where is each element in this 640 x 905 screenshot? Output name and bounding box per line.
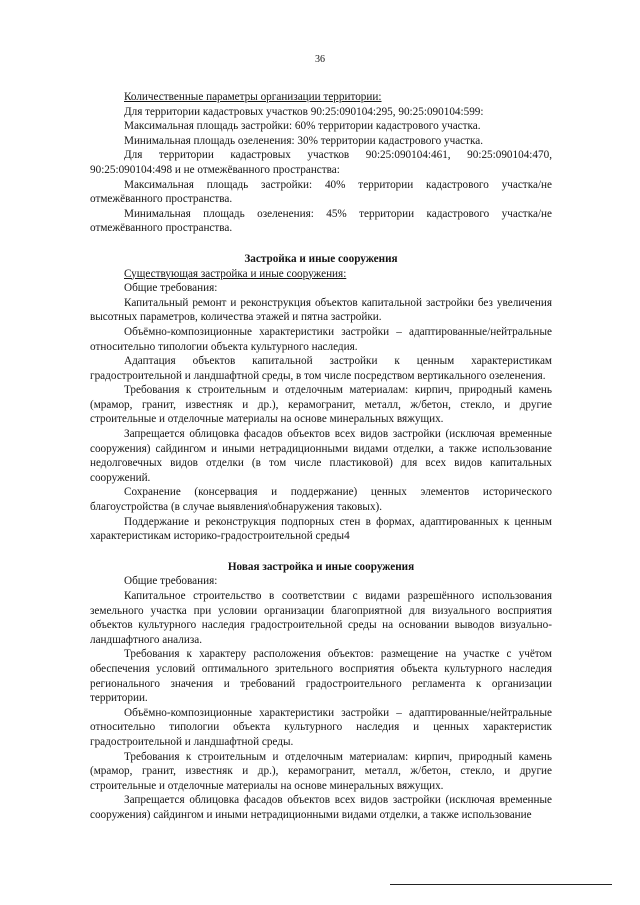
paragraph: Поддержание и реконструкция подпорных стен в формах, адаптированных к ценным характеристикам историко-градостроительной среды4 — [90, 515, 552, 543]
section-heading-buildings: Застройка и иные сооружения — [244, 252, 398, 265]
paragraph: Капитальный ремонт и реконструкция объектов капитальной застройки без увеличения высотных параметров, количества этажей и пятна застройки. — [90, 296, 552, 324]
paragraph: Максимальная площадь застройки: 40% территории кадастрового участка/не отмежёванного пространства. — [90, 178, 552, 206]
paragraph: Объёмно-композиционные характеристики застройки – адаптированные/нейтральные относительно типологии объекта культурного наследия и ценных характеристик градостроительной и ландшафтной среды. — [90, 706, 552, 748]
document-body — [90, 90, 552, 823]
paragraph: Адаптация объектов капитальной застройки к ценным характеристикам градостроительной и ландшафтной среды, в том числе посредством вертикального озеленения. — [90, 355, 552, 382]
paragraph: Для территории кадастровых участков 90:25:090104:461, 90:25:090104:470, 90:25:090104:498 и не отмежёванного пространства: — [90, 149, 552, 176]
paragraph: Запрещается облицовка фасадов объектов всех видов застройки (исключая временные сооружения) сайдингом и иными нетрадиционными видами отделки, а также использование — [90, 794, 552, 821]
paragraph: Для территории кадастровых участков 90:25:090104:295, 90:25:090104:599: — [124, 105, 484, 118]
paragraph: Объёмно-композиционные характеристики застройки – адаптированные/нейтральные относительно типологии объекта культурного наследия. — [90, 325, 552, 353]
section-heading-new-buildings: Новая застройка и иные сооружения — [227, 560, 415, 573]
paragraph: Минимальная площадь озеленения: 30% территории кадастрового участка. — [124, 134, 484, 147]
paragraph: Максимальная площадь застройки: 60% территории кадастрового участка. — [124, 120, 481, 133]
paragraph: Требования к строительным и отделочным материалам: кирпич, природный камень (мрамор, гранит, известняк и др.), керамогранит, металл, ж/бетон, стекло, и другие строительные и отделочные материалы на основе минеральных вяжущих. — [90, 750, 552, 792]
section-subheading-quantitative-parameters: Количественные параметры организации территории: — [124, 91, 382, 103]
paragraph: Общие требования: — [124, 282, 218, 295]
section-subheading-existing-buildings: Существующая застройка и иные сооружения: — [124, 267, 347, 280]
paragraph: Требования к характеру расположения объектов: размещение на участке с учётом обеспечения условий оптимального зрительного восприятия объекта культурного наследия регионального значения и требований градостроительного регламента к организации территории. — [90, 648, 552, 705]
paragraph: Требования к строительным и отделочным материалам: кирпич, природный камень (мрамор, гранит, известняк и др.), керамогранит, металл, ж/бетон, стекло, и другие строительные и отделочные материалы на основе минеральных вяжущих. — [90, 384, 552, 426]
paragraph: Сохранение (консервация и поддержание) ценных элементов исторического благоустройства (в случае выявления\обнаружения таковых). — [90, 486, 552, 514]
paragraph: Запрещается облицовка фасадов объектов всех видов застройки (исключая временные сооружения) сайдингом и иными нетрадиционными видами отделки, а также использование недолговечных видов отделки (в том числе пластиковой) для всех видов капитальных сооружений. — [90, 428, 552, 484]
paragraph: Капитальное строительство в соответствии с видами разрешённого использования земельного участка при условии организации благоприятной для визуального восприятия объектов культурного наследия градостроительной среды на основании выводов визуально-ландшафтного анализа. — [90, 590, 552, 646]
paragraph: Минимальная площадь озеленения: 45% территории кадастрового участка/не отмежёванного пространства. — [90, 207, 552, 235]
paragraph: Общие требования: — [124, 575, 218, 588]
page-number: 36 — [315, 54, 325, 65]
footer-rule — [390, 884, 612, 885]
